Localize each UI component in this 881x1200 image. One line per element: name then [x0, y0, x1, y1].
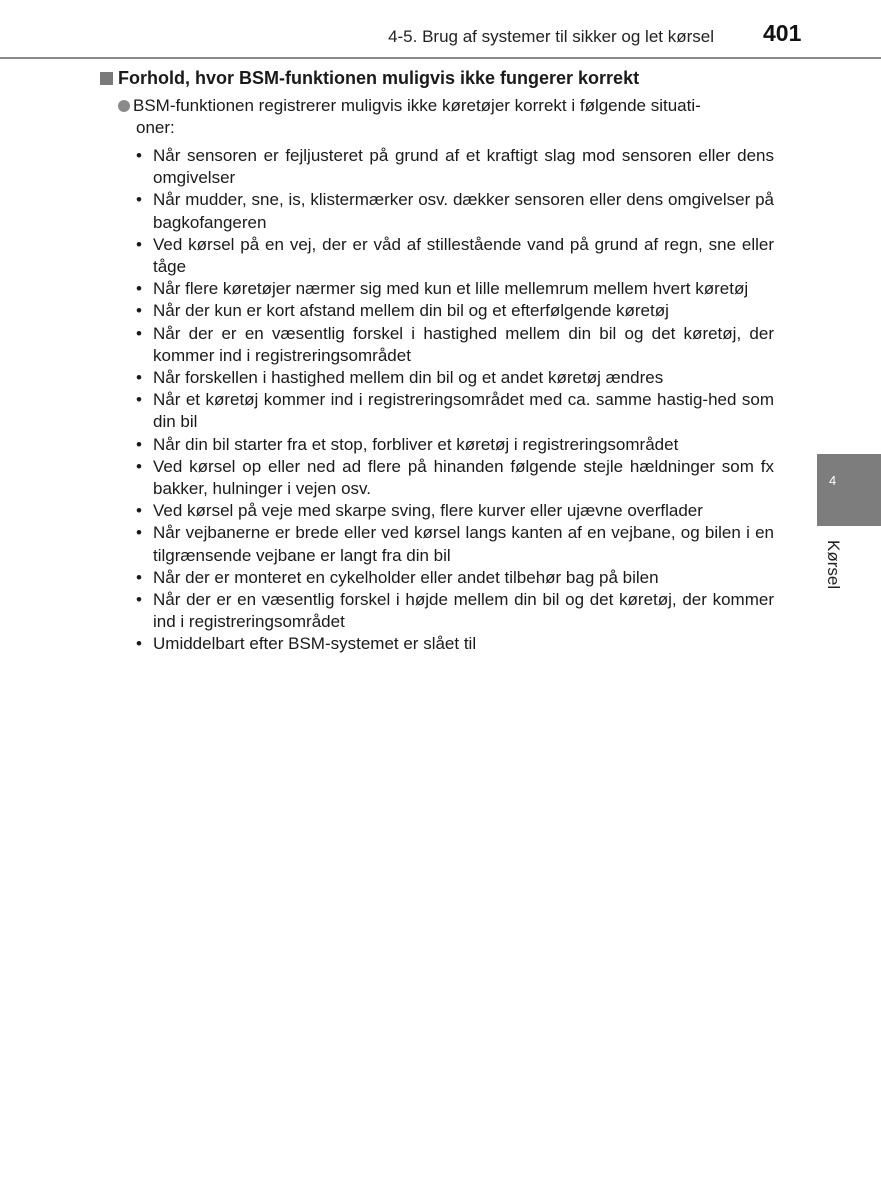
- list-item: • Ved kørsel op eller ned ad flere på hinanden følgende stejle hældninger som fx bakker, hulninger i vejen osv.: [136, 456, 774, 499]
- intro-paragraph: [118, 95, 783, 139]
- list-item: • Når flere køretøjer nærmer sig med kun et lille mellemrum mellem hvert køretøj: [134, 278, 774, 300]
- bullet-icon: •: [136, 368, 142, 388]
- bullet-icon: •: [136, 279, 142, 299]
- list-item: • Ved kørsel på en vej, der er våd af stillestående vand på grund af regn, sne eller tåge: [136, 234, 774, 277]
- bullet-icon: •: [136, 323, 142, 343]
- bullet-icon: •: [136, 590, 142, 610]
- list-item: • Når sensoren er fejljusteret på grund af et kraftigt slag mod sensoren eller dens omgivelser: [136, 146, 774, 188]
- list-item: • Når et køretøj kommer ind i registreringsområdet med ca. samme hastig-hed som din bil: [136, 390, 774, 432]
- bullet-icon: •: [136, 190, 142, 210]
- bullet-icon: •: [136, 456, 142, 476]
- list-item: • Når vejbanerne er brede eller ved kørsel langs kanten af en vejbane, og bilen i en tilgrænsende vejbane er langt fra din bil: [136, 523, 774, 565]
- intro-text-line2: oner:: [136, 118, 175, 137]
- chapter-tab: [817, 454, 881, 526]
- square-marker-icon: [100, 72, 113, 85]
- condition-list: [134, 145, 774, 656]
- chapter-title: 4-5. Brug af systemer til sikker og let kørsel: [388, 27, 714, 46]
- bullet-icon: •: [136, 301, 142, 321]
- section-heading: [100, 68, 639, 89]
- intro-text-line1: BSM-funktionen registrerer muligvis ikke køretøjer korrekt i følgende situati-: [133, 96, 701, 115]
- list-item: • Når din bil starter fra et stop, forbliver et køretøj i registreringsområdet: [134, 434, 774, 456]
- bullet-icon: •: [136, 234, 142, 254]
- list-item: • Umiddelbart efter BSM-systemet er slået til: [134, 633, 774, 655]
- list-item: • Ved kørsel på veje med skarpe sving, flere kurver eller ujævne overflader: [134, 500, 774, 522]
- bullet-icon: •: [136, 567, 142, 587]
- section-heading-text: Forhold, hvor BSM-funktionen muligvis ikke fungerer korrekt: [118, 68, 640, 88]
- bullet-icon: •: [136, 434, 142, 454]
- chapter-side-label: Kørsel: [824, 540, 843, 590]
- list-item: • Når der er monteret en cykelholder eller andet tilbehør bag på bilen: [134, 567, 774, 589]
- header-divider: [0, 57, 881, 59]
- bullet-icon: •: [136, 501, 142, 521]
- page-number: 401: [763, 20, 802, 46]
- circle-marker-icon: [118, 100, 130, 112]
- bullet-icon: •: [136, 390, 142, 410]
- chapter-tab-number: 4: [829, 473, 837, 488]
- list-item: • Når der kun er kort afstand mellem din bil og et efterfølgende køretøj: [134, 300, 774, 322]
- list-item: • Når forskellen i hastighed mellem din bil og et andet køretøj ændres: [134, 367, 774, 389]
- bullet-icon: •: [136, 146, 142, 165]
- list-item: • Når der er en væsentlig forskel i højde mellem din bil og det køretøj, der kommer ind i registreringsområdet: [136, 590, 774, 632]
- list-item: • Når der er en væsentlig forskel i hastighed mellem din bil og det køretøj, der kommer ind i registreringsområdet: [136, 323, 774, 365]
- bullet-icon: •: [136, 523, 142, 543]
- list-item: • Når mudder, sne, is, klistermærker osv. dækker sensoren eller dens omgivelser på bagkofangeren: [136, 190, 774, 232]
- bullet-icon: •: [136, 634, 142, 654]
